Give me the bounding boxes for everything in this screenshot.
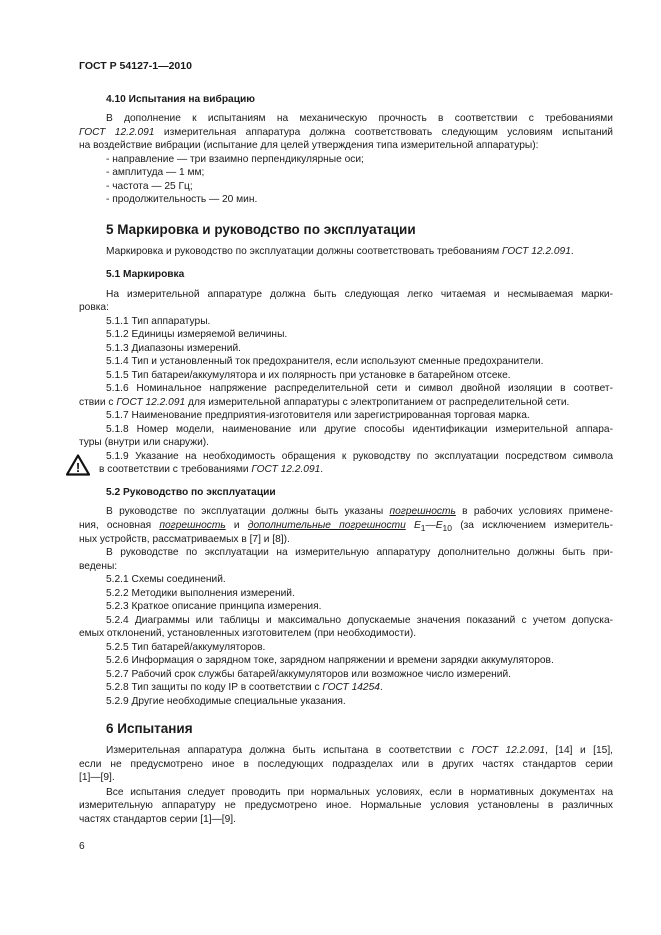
page-number: 6: [79, 841, 85, 852]
item-5-2-8: [106, 682, 383, 693]
s6-p2-line2: измерительную аппаратуру не предусмотрено иное. Нормальные условия установлены в различных: [79, 800, 613, 811]
s5-p1-text: Маркировка и руководство по эксплуатации должны соответствовать требованиям: [106, 246, 503, 257]
item-5-1-7: 5.1.7 Наименование предприятия-изготовителя или зарегистрированная торговая марка.: [106, 410, 530, 421]
gost-ref: ГОСТ 12.2.091: [471, 745, 546, 756]
t: .: [379, 682, 383, 693]
section-5-title: 5 Маркировка и руководство по эксплуатации: [106, 222, 416, 237]
i6-text-a: ствии с: [79, 397, 117, 408]
t: Измерительная аппаратура должна быть испытана в соответствии с: [106, 745, 472, 756]
s5-p1: [106, 246, 574, 257]
item-5-2-4-line2: емых отклонений, установленных изготовителем (при необходимости).: [79, 628, 417, 639]
section-5-1-title: 5.1 Маркировка: [106, 269, 185, 280]
s52-p1-line1: [106, 506, 613, 517]
item-5-1-6-line2: [79, 397, 569, 408]
s52-p2-line1: В руководстве по эксплуатации на измерительную аппаратуру дополнительно должны быть при-: [106, 547, 613, 558]
item-5-2-9: 5.2.9 Другие необходимые специальные указания.: [106, 696, 346, 707]
warning-symbol-text: !: [75, 460, 81, 476]
item-5-1-8-line1: 5.1.8 Номер модели, наименование или другие способы идентификации измерительной аппара-: [106, 424, 613, 435]
s52-p1-line2: [79, 520, 613, 533]
item-5-1-1: 5.1.1 Тип аппаратуры.: [106, 316, 211, 327]
i9-text-b: .: [320, 464, 324, 475]
gost-ref: ГОСТ 12.2.091: [116, 397, 186, 408]
gost-ref: ГОСТ 12.2.091: [79, 127, 155, 138]
item-5-1-3: 5.1.3 Диапазоны измерений.: [106, 343, 242, 354]
item-5-2-1: 5.2.1 Схемы соединений.: [106, 574, 226, 585]
item-5-1-4: 5.1.4 Тип и установленный ток предохранителя, если используют сменные предохранители.: [106, 356, 544, 367]
s52-p2-line2: ведены:: [79, 561, 118, 572]
sub: 1: [420, 523, 426, 534]
s6-p1-line1: [106, 745, 613, 756]
s51-intro-line2: ровка:: [79, 302, 109, 313]
document-header: ГОСТ Р 54127-1—2010: [79, 60, 192, 72]
s410-p1-line3: на воздействие вибрации (испытание для целей утверждения типа измерительной аппаратуры):: [79, 140, 539, 151]
gost-ref: ГОСТ 14254: [322, 682, 380, 693]
item-5-2-7: 5.2.7 Рабочий срок службы батарей/аккумуляторов или возможное число измерений.: [106, 669, 511, 680]
var-e: E: [405, 520, 421, 531]
s410-p1-line2: [79, 127, 613, 138]
item-5-1-6-line1: 5.1.6 Номинальное напряжение распределительной сети и символ двойной изоляции в соответ-: [106, 383, 613, 394]
warning-triangle-icon: [66, 454, 90, 479]
var-e: —E: [425, 520, 443, 531]
section-4-10-title: 4.10 Испытания на вибрацию: [106, 94, 255, 105]
s410-p1-line2-text: измерительная аппаратура должна соответствовать следующим условиям испытаний: [154, 127, 613, 138]
item-5-1-5: 5.1.5 Тип батареи/аккумулятора и их полярность при установке в батарейном отсеке.: [106, 370, 511, 381]
t: в рабочих условиях примене-: [455, 506, 613, 517]
s6-p1-line3: [1]—[9].: [79, 772, 115, 783]
gost-ref: ГОСТ 12.2.091: [251, 464, 321, 475]
s51-intro-line1: На измерительной аппаратуре должна быть следующая легко читаемая и несмываемая марки-: [106, 289, 613, 300]
item-5-1-8-line2: туры (внутри или снаружи).: [79, 437, 209, 448]
s52-p1-line3: ных устройств, рассматриваемых в [7] и [8]).: [79, 534, 290, 545]
s5-p1-end: .: [570, 246, 574, 257]
sub: 10: [442, 523, 452, 534]
s410-p1-line1: В дополнение к испытаниям на механическую прочность в соответствии с требованиями: [106, 113, 613, 124]
section-6-title: 6 Испытания: [106, 721, 193, 736]
s6-p1-line2: если не предусмотрено иное в последующих подразделах или в других частях стандартов серии: [79, 759, 613, 770]
item-5-2-3: 5.2.3 Краткое описание принципа измерения.: [106, 601, 322, 612]
item-5-2-6: 5.2.6 Информация о зарядном токе, зарядном напряжении и времени зарядки аккумуляторов.: [106, 655, 554, 666]
t: и: [225, 520, 248, 531]
item-5-2-5: 5.2.5 Тип батарей/аккумуляторов.: [106, 642, 266, 653]
t: ния, основная: [79, 520, 160, 531]
gost-ref: ГОСТ 12.2.091: [502, 246, 571, 257]
i9-text-a: в соответствии с требованиями: [99, 464, 252, 475]
term-underlined: погрешность: [159, 520, 226, 531]
term-underlined: погрешность: [389, 506, 456, 517]
bullet-frequency: - частота — 25 Гц;: [106, 181, 193, 192]
item-5-2-2: 5.2.2 Методики выполнения измерений.: [106, 588, 295, 599]
bullet-direction: - направление — три взаимно перпендикулярные оси;: [106, 154, 364, 165]
t: (за исключением измеритель-: [451, 520, 613, 531]
item-5-1-2: 5.1.2 Единицы измеряемой величины.: [106, 329, 288, 340]
s6-p2-line3: частях стандартов серии [1]—[9].: [79, 814, 236, 825]
t: В руководстве по эксплуатации должны быть указаны: [106, 506, 390, 517]
item-5-2-4-line1: 5.2.4 Диаграммы или таблицы и максимально допускаемые значения показаний с учетом допуска-: [106, 615, 613, 626]
item-5-1-9-line1: 5.1.9 Указание на необходимость обращения к руководству по эксплуатации посредством символа: [106, 451, 613, 462]
s6-p2-line1: Все испытания следует проводить при нормальных условиях, если в нормативных документах на: [106, 787, 613, 798]
bullet-duration: - продолжительность — 20 мин.: [106, 194, 258, 205]
term-underlined: дополнительные погрешности: [247, 520, 406, 531]
t: , [14] и [15],: [545, 745, 613, 756]
section-5-2-title: 5.2 Руководство по эксплуатации: [106, 487, 276, 498]
i6-text-b: для измерительной аппаратуры с электропитанием от распределительной сети.: [185, 397, 570, 408]
bullet-amplitude: - амплитуда — 1 мм;: [106, 167, 205, 178]
item-5-1-9-line2: [99, 464, 323, 475]
t: 5.2.8 Тип защиты по коду IP в соответствии с: [106, 682, 323, 693]
